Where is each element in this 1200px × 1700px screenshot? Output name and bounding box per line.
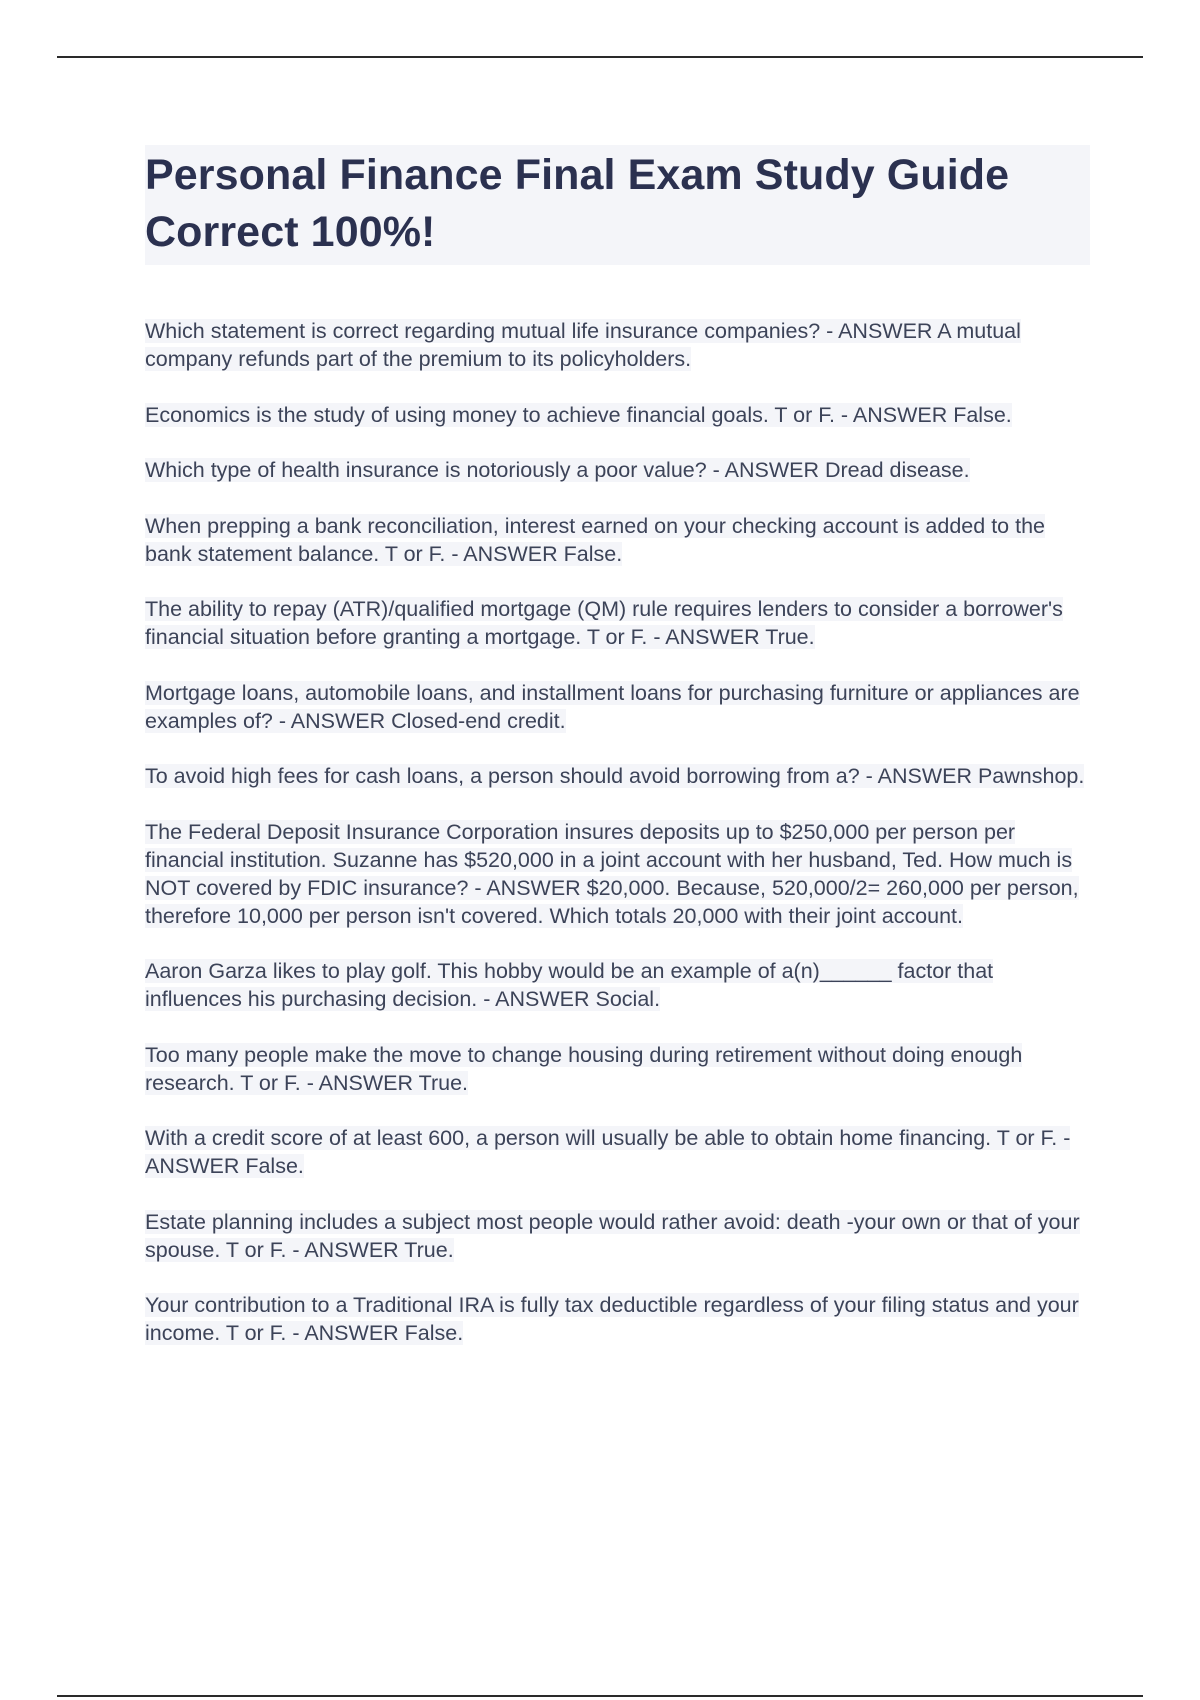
qa-item: [145, 1208, 1090, 1264]
page-content: [145, 145, 1090, 1375]
qa-text: Which statement is correct regarding mutual life insurance companies? - ANSWER A mutual company refunds part of the premium to its policyholders.: [145, 319, 1021, 371]
page-title: Personal Finance Final Exam Study Guide Correct 100%!: [145, 151, 1010, 256]
qa-text: Mortgage loans, automobile loans, and installment loans for purchasing furniture or appliances are examples of? - ANSWER Closed-end credit.: [145, 680, 1080, 733]
qa-text: When prepping a bank reconciliation, interest earned on your checking account is added to the bank statement balance. T or F. - ANSWER False.: [145, 513, 1045, 566]
qa-item: [145, 1124, 1090, 1180]
qa-text: Your contribution to a Traditional IRA is fully tax deductible regardless of your filing status and your income. T or F. - ANSWER False.: [145, 1293, 1079, 1345]
qa-text: Estate planning includes a subject most people would rather avoid: death -your own or that of your spouse. T or F. - ANSWER True.: [145, 1209, 1080, 1262]
top-rule: [57, 56, 1143, 58]
qa-item: [145, 456, 1090, 484]
qa-item: [145, 762, 1090, 790]
qa-item: [145, 512, 1090, 568]
title-block: [145, 145, 1090, 265]
qa-item: [145, 317, 1090, 373]
qa-item: [145, 679, 1090, 735]
qa-text: Economics is the study of using money to achieve financial goals. T or F. - ANSWER False.: [145, 402, 1012, 427]
qa-item: [145, 957, 1090, 1013]
qa-text: Too many people make the move to change housing during retirement without doing enough research. T or F. - ANSWER True.: [145, 1042, 1023, 1095]
qa-text: Which type of health insurance is notoriously a poor value? - ANSWER Dread disease.: [145, 458, 970, 482]
qa-text: With a credit score of at least 600, a person will usually be able to obtain home financing. T or F. - ANSWER False.: [145, 1126, 1071, 1178]
qa-text: Aaron Garza likes to play golf. This hobby would be an example of a(n)______ factor that influences his purchasing decision. - ANSWER Social.: [145, 959, 994, 1011]
qa-item: [145, 818, 1090, 930]
qa-item: [145, 1291, 1090, 1347]
qa-text: The ability to repay (ATR)/qualified mortgage (QM) rule requires lenders to consider a borrower's financial situation before granting a mortgage. T or F. - ANSWER True.: [145, 597, 1063, 649]
qa-item: [145, 401, 1090, 429]
qa-text: To avoid high fees for cash loans, a person should avoid borrowing from a? - ANSWER Pawnshop.: [145, 764, 1085, 788]
qa-item: [145, 1041, 1090, 1097]
bottom-rule: [57, 1695, 1143, 1697]
qa-item: [145, 595, 1090, 651]
qa-text: The Federal Deposit Insurance Corporation insures deposits up to $250,000 per person per financial institution. Suzanne has $520,000 in a joint account with her husband, Ted. How much is NOT covered by FDIC insurance? - ANSWER $20,000. Because, 520,000/2= 260,000 per person, therefore 10,000 per person isn't covered. Which totals 20,000 with their joint account.: [145, 819, 1079, 928]
qa-list: [145, 317, 1090, 1347]
